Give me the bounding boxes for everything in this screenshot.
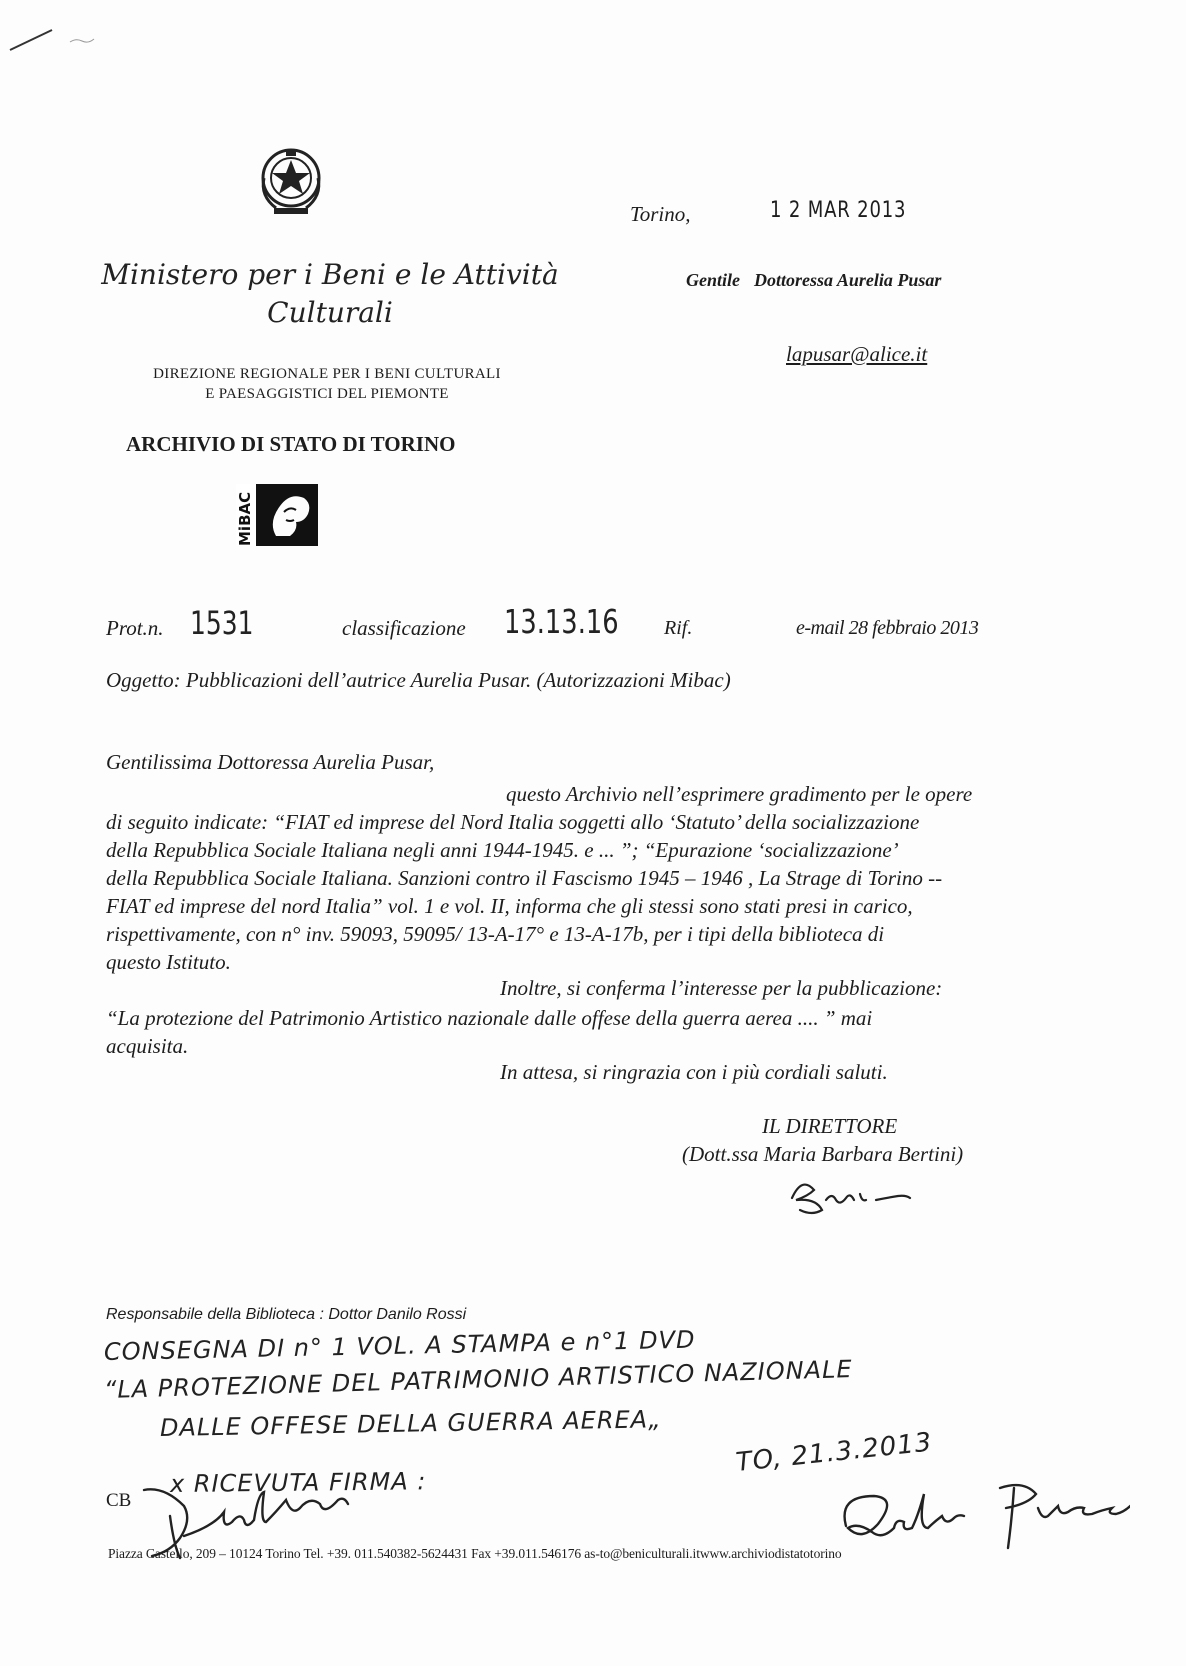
recipient-name: Dottoressa Aurelia Pusar xyxy=(754,270,942,290)
rif-label: Rif. xyxy=(664,617,693,639)
prot-label: Prot.n. xyxy=(106,616,164,640)
direzione-regionale xyxy=(112,364,542,404)
rif-value: e-mail 28 febbraio 2013 xyxy=(796,617,979,639)
body-line: questo Istituto. xyxy=(106,950,231,974)
body-line: della Repubblica Sociale Italiana. Sanzioni contro il Fascismo 1945 – 1946 , La Strage di Torino -- xyxy=(106,866,943,890)
city: Torino, xyxy=(630,202,691,226)
body-line: rispettivamente, con n° inv. 59093, 59095/ 13-A-17° e 13-A-17b, per i tipi della biblioteca di xyxy=(106,922,885,946)
director-title: IL DIRETTORE xyxy=(762,1114,898,1138)
quoted-title xyxy=(106,1004,1046,1060)
pen-mark xyxy=(8,16,108,56)
letter-body xyxy=(106,780,1058,976)
quote-line: “La protezione del Patrimonio Artistico nazionale dalle offese della guerra aerea .... ” mai xyxy=(106,1006,873,1030)
body-line: questo Archivio nell’esprimere gradimento per le opere xyxy=(506,782,973,806)
class-number: 13.13.16 xyxy=(504,602,619,641)
date-stamp: 1 2 MAR 2013 xyxy=(770,198,907,223)
handwritten-note-line: DALLE OFFESE DELLA GUERRA AEREA„ xyxy=(159,1405,662,1442)
greeting: Gentilissima Dottoressa Aurelia Pusar, xyxy=(106,750,435,774)
closing-line: In attesa, si ringrazia con i più cordiali saluti. xyxy=(500,1060,888,1084)
quote-line: acquisita. xyxy=(106,1034,189,1058)
subject-line: Oggetto: Pubblicazioni dell’autrice Aurelia Pusar. (Autorizzazioni Mibac) xyxy=(106,668,731,692)
mibac-logo-text: MiBAC xyxy=(236,491,254,546)
director-signature xyxy=(786,1170,916,1220)
body-line: di seguito indicate: “FIAT ed imprese del Nord Italia soggetti allo ‘Statuto’ della socializzazione xyxy=(106,810,920,834)
cb-initials: CB xyxy=(106,1490,132,1511)
ministry-name: Ministero per i Beni e le Attività Culturali xyxy=(101,258,559,329)
recipient-email: lapusar@alice.it xyxy=(786,342,928,366)
emblem-icon xyxy=(256,140,326,222)
recipient xyxy=(686,270,941,291)
handwritten-receipt-line: x RICEVUTA FIRMA : xyxy=(169,1467,427,1498)
direzione-line-2: E PAESAGGISTICI DEL PIEMONTE xyxy=(205,386,449,402)
body-line: della Repubblica Sociale Italiana negli anni 1944-1945. e ... ”; “Epurazione ‘socializzazione’ xyxy=(106,838,899,862)
archivio-name: ARCHIVIO DI STATO DI TORINO xyxy=(126,432,456,456)
body-line: FIAT ed imprese del nord Italia” vol. 1 e vol. II, informa che gli stessi sono stati presi in carico, xyxy=(106,894,913,918)
handwritten-note-line: CONSEGNA DI n° 1 VOL. A STAMPA e n°1 DVD xyxy=(103,1325,696,1366)
director-name: (Dott.ssa Maria Barbara Bertini) xyxy=(682,1142,964,1166)
handwritten-date: TO, 21.3.2013 xyxy=(734,1427,934,1478)
handwritten-note-line: “LA PROTEZIONE DEL PATRIMONIO ARTISTICO NAZIONALE xyxy=(103,1355,853,1404)
direzione-line-1: DIREZIONE REGIONALE PER I BENI CULTURALI xyxy=(153,366,501,382)
footer-address: Piazza Castello, 209 – 10124 Torino Tel. +39. 011.540382-5624431 Fax +39.011.546176 as-to@beniculturali.itwww.archiviodistatotorino xyxy=(108,1546,842,1561)
library-manager: Responsabile della Biblioteca : Dottor Danilo Rossi xyxy=(106,1306,467,1323)
prot-number: 1531 xyxy=(190,604,254,642)
pusar-signature xyxy=(830,1468,1130,1558)
inoltre-line: Inoltre, si conferma l’interesse per la pubblicazione: xyxy=(500,976,943,1000)
mibac-logo-icon xyxy=(236,484,318,546)
class-label: classificazione xyxy=(342,616,466,640)
recipient-salutation: Gentile xyxy=(686,270,740,290)
